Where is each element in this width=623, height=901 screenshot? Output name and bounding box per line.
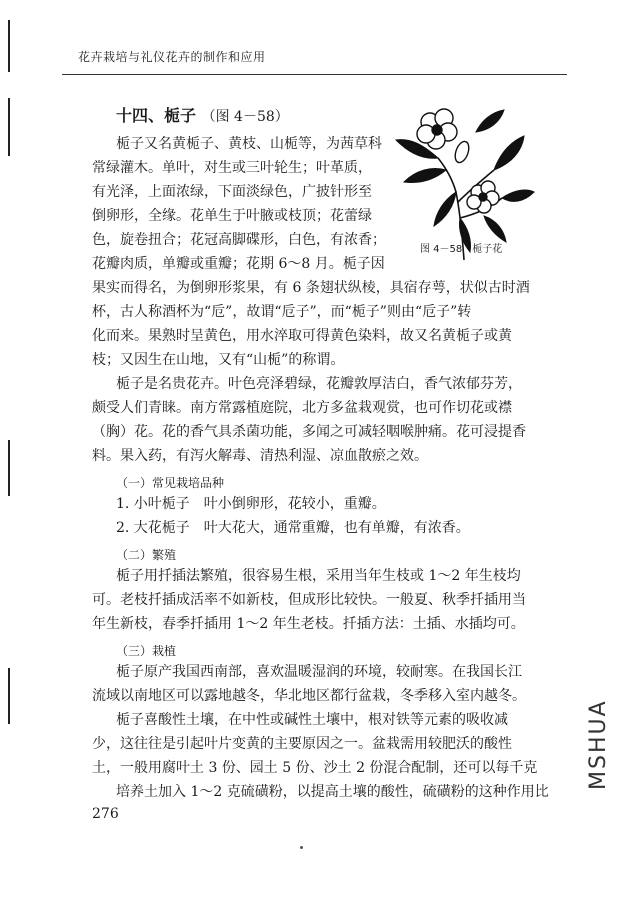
text-line: 培养土加入 1～2 克硫磺粉，以提高土壤的酸性，硫磺粉的这种作用比 xyxy=(116,784,549,800)
running-header: 花卉栽培与礼仪花卉的制作和应用 xyxy=(78,50,266,64)
text-line: 栀子又名黄栀子、黄枝、山栀等，为茜草科 xyxy=(116,136,382,152)
subsection-heading: （三）栽植 xyxy=(116,644,177,658)
text-line: 年生新枝，春季扦插用 1～2 年生老枝。扦插方法：土插、水插均可。 xyxy=(92,616,525,632)
text-line: 栀子是名贵花卉。叶色亮泽碧绿，花瓣敦厚洁白，香气浓郁芬芳， xyxy=(116,376,522,392)
binding-line-top xyxy=(8,20,10,72)
binding-line-mid xyxy=(8,440,10,496)
text-line: 杯，古人称酒杯为“卮”，故谓“卮子”，而“栀子”则由“卮子”转 xyxy=(92,304,472,320)
subsection-heading: （二）繁殖 xyxy=(116,548,177,562)
text-line: 料。果入药，有泻火解毒、清热利湿、凉血散瘀之效。 xyxy=(92,448,428,464)
binding-line-lower xyxy=(8,668,10,724)
text-line: 2. 大花栀子 叶大花大，通常重瓣，也有单瓣，有浓香。 xyxy=(116,520,470,536)
text-line: 化而来。果熟时呈黄色，用水淬取可得黄色染料，故又名黄栀子或黄 xyxy=(92,328,512,344)
text-line: 倒卵形，全缘。花单生于叶腋或枝顶；花蕾绿 xyxy=(92,208,372,224)
watermark: MSHUA xyxy=(586,699,611,790)
header-rule xyxy=(62,74,567,75)
text-line: 栀子喜酸性土壤，在中性或碱性土壤中，根对铁等元素的吸收减 xyxy=(116,712,508,728)
figure-caption: 图 4－58 栀子花 xyxy=(420,244,503,255)
text-line: 有光泽，上面浓绿，下面淡绿色，广披针形至 xyxy=(92,184,372,200)
text-line: 流域以南地区可以露地越冬，华北地区都行盆栽，冬季移入室内越冬。 xyxy=(92,688,526,704)
text-line: 色，旋卷扭合；花冠高脚碟形，白色，有浓香； xyxy=(92,232,386,248)
text-line: 土，一般用腐叶土 3 份、园土 5 份、沙土 2 份混合配制，还可以每千克 xyxy=(92,760,538,776)
section-title-figure-ref: （图 4－58） xyxy=(201,109,289,125)
scan-speck xyxy=(300,846,303,849)
text-line: 颇受人们青睐。南方常露植庭院，北方多盆栽观赏，也可作切花或襟 xyxy=(92,400,512,416)
text-line: 栀子原产我国西南部，喜欢温暖湿润的环境，较耐寒。在我国长江 xyxy=(116,664,522,680)
text-line: （胸）花。花的香气具杀菌功能，多闻之可减轻咽喉肿痛。花可浸提香 xyxy=(92,424,526,440)
subsection-heading: （一）常见栽培品种 xyxy=(116,476,225,490)
section-title-main: 十四、栀子 xyxy=(116,106,197,125)
gardenia-illustration xyxy=(386,92,536,262)
page-number: 276 xyxy=(92,806,119,822)
text-line: 可。老枝扦插成活率不如新枝，但成形比较快。一般夏、秋季扦插用当 xyxy=(92,592,526,608)
text-line: 枝；又因生在山地，又有“山栀”的称谓。 xyxy=(92,352,345,368)
text-line: 栀子用扦插法繁殖，很容易生根，采用当年生枝或 1～2 年生枝均 xyxy=(116,568,521,584)
text-line: 少，这往往是引起叶片变黄的主要原因之一。盆栽需用较肥沃的酸性 xyxy=(92,736,512,752)
text-line: 果实而得名，为倒卵形浆果，有 6 条翅状纵棱，具宿存萼，状似古时酒 xyxy=(92,280,530,296)
section-title xyxy=(116,103,289,126)
binding-line-upper xyxy=(8,98,10,156)
text-line: 1. 小叶栀子 叶小倒卵形，花较小，重瓣。 xyxy=(116,496,386,512)
text-line: 花瓣肉质，单瓣或重瓣；花期 6～8 月。栀子因 xyxy=(92,256,385,272)
text-line: 常绿灌木。单叶，对生或三叶轮生；叶革质， xyxy=(92,160,372,176)
